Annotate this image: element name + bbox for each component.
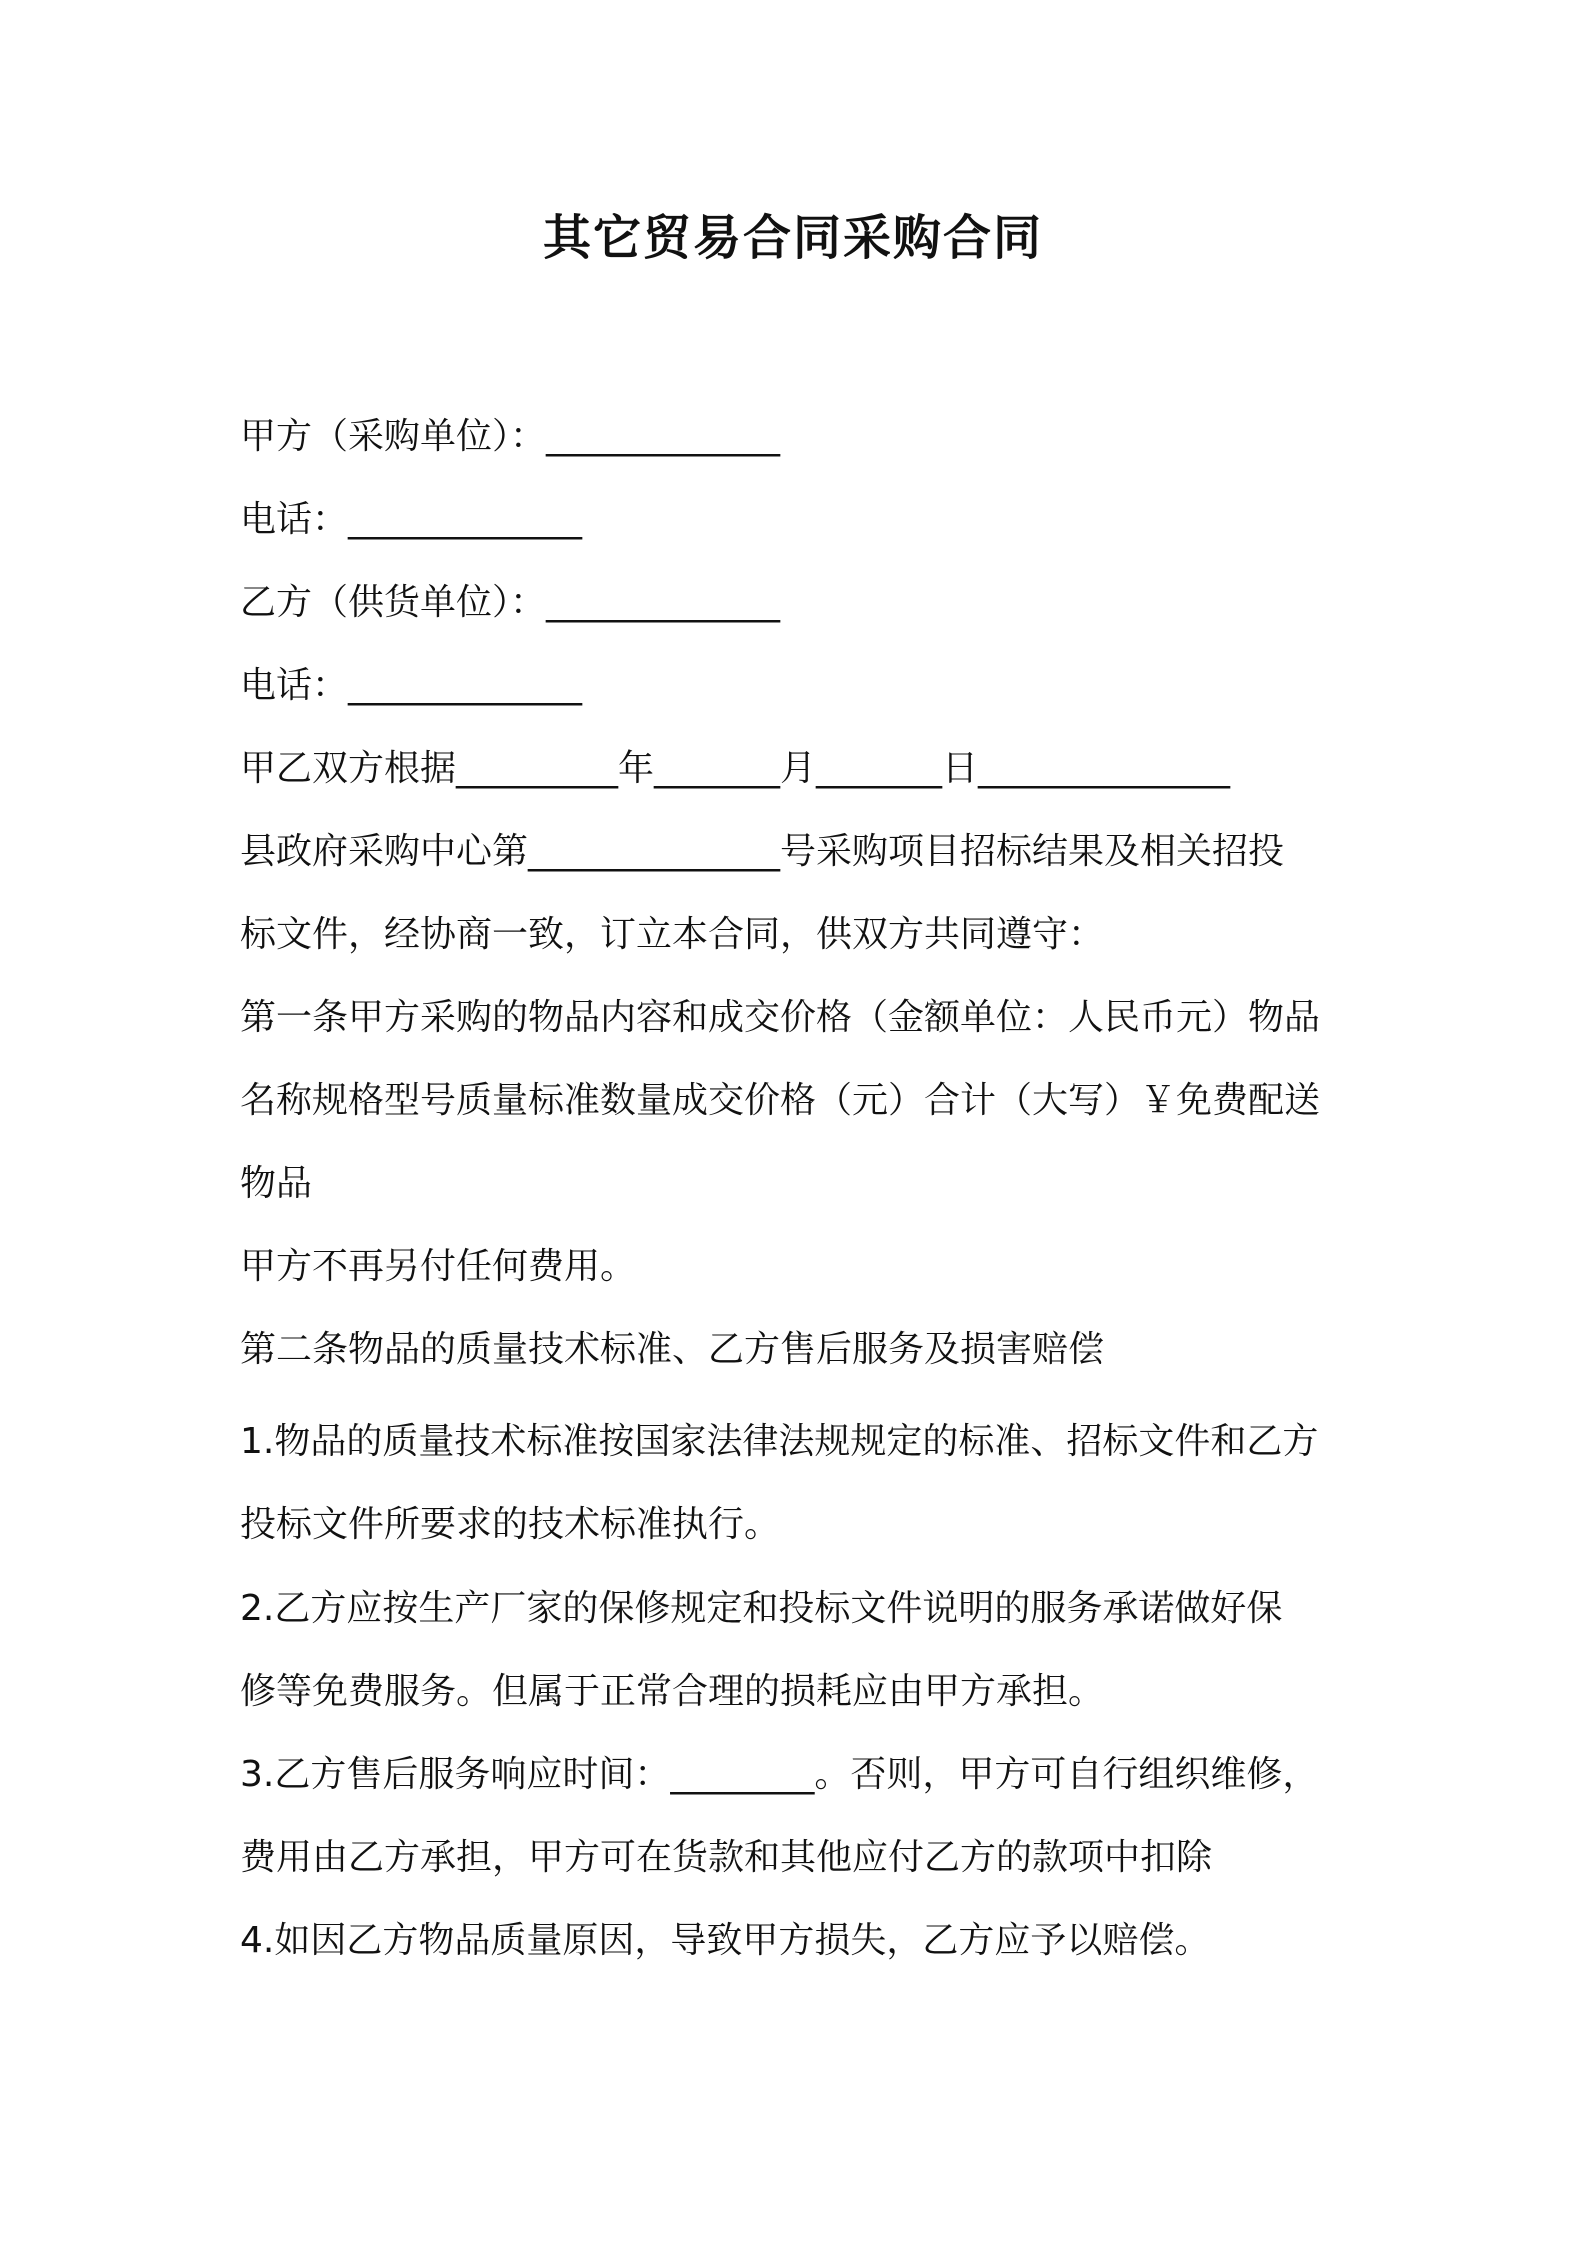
agreement-basis-line: 县政府采购中心第______________号采购项目招标结果及相关招投 <box>240 831 1285 872</box>
party-b-phone-line: 电话：_____________ <box>240 665 583 706</box>
party-a-line: 甲方（采购单位）：_____________ <box>240 416 781 457</box>
clause-2-line-1: 2.乙方应按生产厂家的保修规定和投标文件说明的服务承诺做好保 <box>240 1588 1283 1629</box>
article-1-line-2: 名称规格型号质量标准数量成交价格（元）合计（大写）￥免费配送 <box>240 1080 1321 1121</box>
clause-1-line-1: 1.物品的质量技术标准按国家法律法规规定的标准、招标文件和乙方 <box>240 1421 1319 1462</box>
clause-3-line-1: 3.乙方售后服务响应时间：________。否则，甲方可自行组织维修， <box>240 1754 1319 1795</box>
agreement-intro-line: 标文件，经协商一致，订立本合同，供双方共同遵守： <box>240 914 1105 955</box>
clause-2-line-2: 修等免费服务。但属于正常合理的损耗应由甲方承担。 <box>240 1671 1105 1712</box>
party-b-line: 乙方（供货单位）：_____________ <box>240 582 781 623</box>
clause-3-line-2: 费用由乙方承担，甲方可在货款和其他应付乙方的款项中扣除 <box>240 1837 1213 1878</box>
party-a-phone-line: 电话：_____________ <box>240 499 583 540</box>
article-1-line-3: 物品 <box>240 1163 313 1204</box>
clause-4-line-1: 4.如因乙方物品质量原因，导致甲方损失，乙方应予以赔偿。 <box>240 1920 1211 1961</box>
document-title: 其它贸易合同采购合同 <box>542 210 1043 266</box>
article-1-line-1: 第一条甲方采购的物品内容和成交价格（金额单位：人民币元）物品 <box>240 997 1321 1038</box>
agreement-date-line: 甲乙双方根据_________年_______月_______日______________ <box>240 748 1231 789</box>
article-1-note-line: 甲方不再另付任何费用。 <box>240 1246 637 1287</box>
clause-1-line-2: 投标文件所要求的技术标准执行。 <box>240 1504 781 1545</box>
article-2-heading: 第二条物品的质量技术标准、乙方售后服务及损害赔偿 <box>240 1329 1105 1370</box>
